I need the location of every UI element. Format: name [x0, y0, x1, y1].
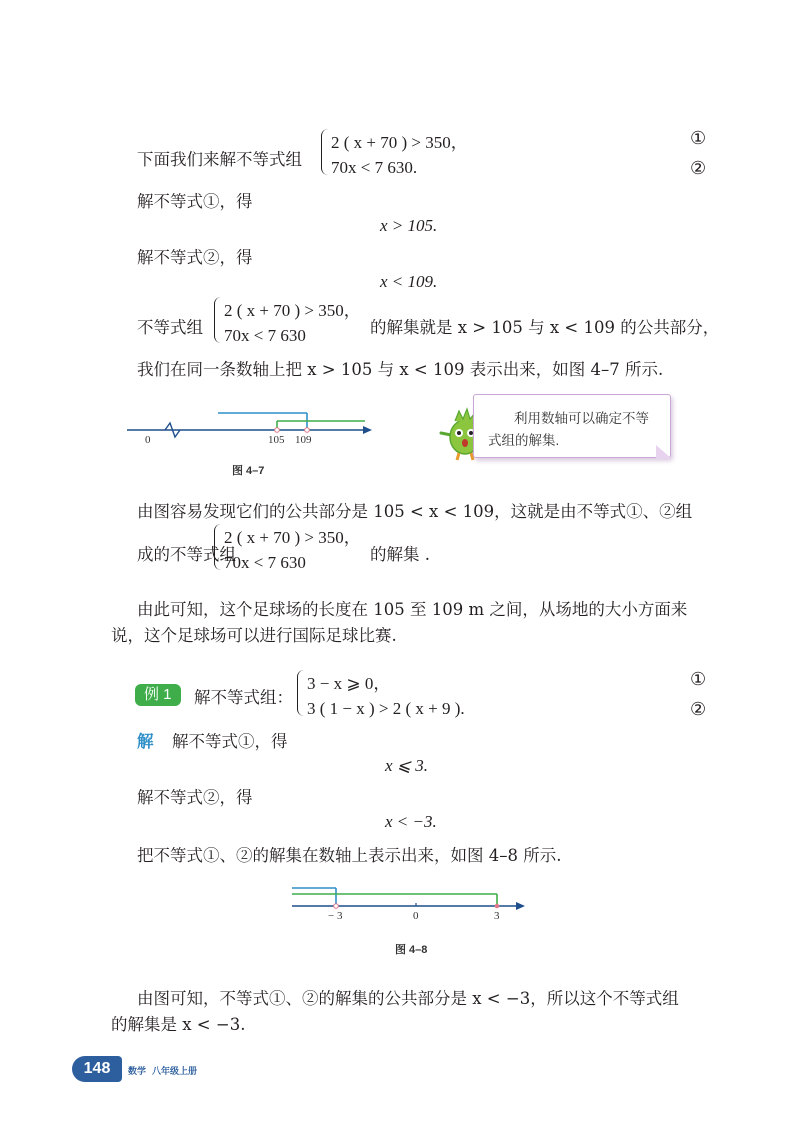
common-suffix: 的解集 .	[370, 545, 430, 564]
tick-neg3: − 3	[328, 910, 343, 922]
mark-1: ①	[690, 128, 707, 149]
common-ineq-2: 70x < 7 630	[224, 553, 306, 572]
solution-line: 把不等式①、②的解集在数轴上表示出来，如图 4–8 所示.	[137, 846, 562, 865]
mark-2: ②	[690, 699, 707, 720]
solution-step1: 解不等式①，得	[172, 732, 288, 751]
example-badge: 例 1	[135, 684, 181, 706]
common-prefix: 成的不等式组	[137, 545, 236, 564]
axis-arrow	[363, 426, 372, 434]
conclusion-line2: 说，这个足球场可以进行国际足球比赛.	[111, 626, 397, 645]
step1-text: 解不等式①，得	[137, 192, 253, 211]
brace	[297, 670, 305, 716]
set-prefix: 不等式组	[137, 318, 203, 337]
number-line-4-7	[125, 405, 380, 450]
intro-ineq-2: 70x < 7 630.	[331, 158, 418, 177]
solution-result2: x < −3.	[385, 812, 437, 831]
set-ineq-1: 2 ( x + 70 ) > 350，	[224, 301, 361, 320]
set-suffix: 的解集就是 x > 105 与 x < 109 的公共部分，	[370, 318, 720, 337]
solution-step2: 解不等式②，得	[137, 788, 253, 807]
footer-grade: 八年级上册	[152, 1066, 198, 1076]
tip-line-1: 利用数轴可以确定不等	[514, 411, 649, 426]
step1-result: x > 105.	[380, 216, 438, 235]
point-109	[305, 428, 310, 433]
tip-fold	[656, 445, 672, 459]
brace	[214, 524, 222, 570]
example-text: 解不等式组：	[194, 688, 293, 707]
tick-0: 0	[413, 910, 419, 922]
step2-text: 解不等式②，得	[137, 248, 253, 267]
tick-3: 3	[494, 910, 500, 922]
tick-109: 109	[295, 434, 312, 446]
figure-caption: 图 4–8	[395, 944, 428, 956]
point-3	[495, 904, 500, 909]
brace	[214, 297, 222, 343]
tip-line-2: 式组的解集.	[488, 433, 560, 448]
example-ineq-2: 3 ( 1 − x ) > 2 ( x + 9 ).	[307, 699, 465, 718]
tick-0: 0	[145, 434, 151, 446]
page-number: 148	[72, 1056, 122, 1082]
intro-ineq-1: 2 ( x + 70 ) > 350，	[331, 133, 468, 152]
point-105	[275, 428, 280, 433]
brace	[321, 129, 329, 175]
solution-label: 解	[137, 732, 154, 751]
tick-105: 105	[268, 434, 285, 446]
figure-caption: 图 4–7	[232, 465, 265, 477]
step2-result: x < 109.	[380, 272, 438, 291]
set-line2: 我们在同一条数轴上把 x > 105 与 x < 109 表示出来，如图 4–7 所示.	[137, 360, 664, 379]
common-line1: 由图容易发现它们的公共部分是 105 < x < 109，这就是由不等式①、②组	[137, 502, 693, 521]
example-ineq-1: 3 − x ⩾ 0，	[307, 674, 391, 693]
tip-note	[473, 394, 671, 458]
point-neg3	[334, 904, 339, 909]
final-line1: 由图可知，不等式①、②的解集的公共部分是 x < −3，所以这个不等式组	[137, 989, 679, 1008]
final-line2: 的解集是 x < −3.	[111, 1015, 246, 1034]
axis-arrow	[516, 902, 525, 910]
set-ineq-2: 70x < 7 630	[224, 326, 306, 345]
solution-result1: x ⩽ 3.	[385, 756, 429, 775]
conclusion-line1: 由此可知，这个足球场的长度在 105 至 109 m 之间，从场地的大小方面来	[137, 600, 688, 619]
footer-subject: 数学	[128, 1066, 147, 1076]
intro-text: 下面我们来解不等式组	[137, 150, 302, 169]
common-ineq-1: 2 ( x + 70 ) > 350，	[224, 528, 361, 547]
mark-2: ②	[690, 158, 707, 179]
mark-1: ①	[690, 669, 707, 690]
